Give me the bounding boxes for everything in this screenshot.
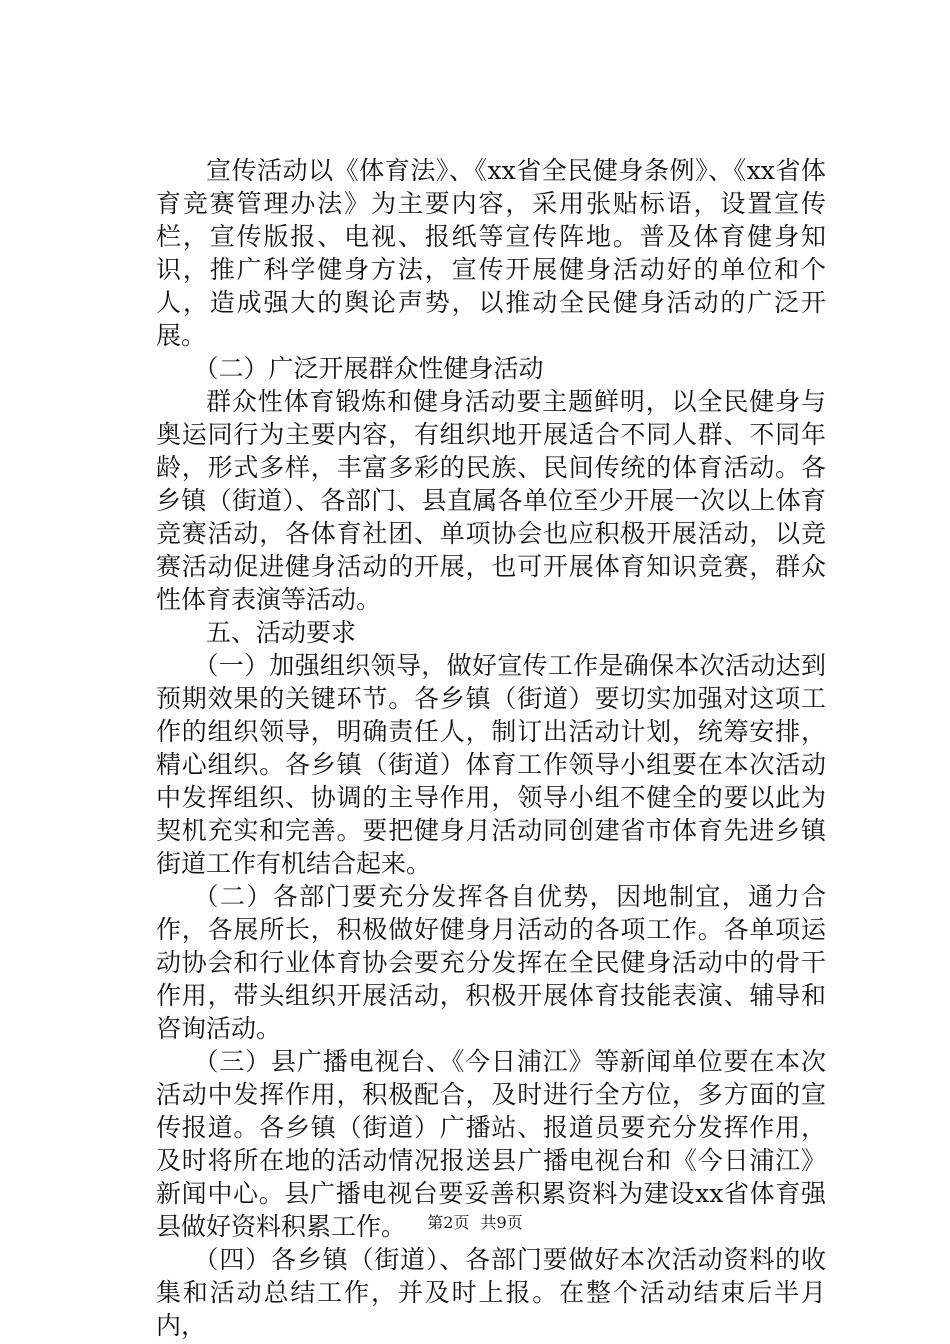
paragraph: （三）县广播电视台、《今日浦江》等新闻单位要在本次活动中发挥作用，积极配合，及时进行全方位，多方面的宣传报道。各乡镇（街道）广播站、报道员要充分发挥作用，及时将所在地的活动情况报送县广播电视台和《今日浦江》新闻中心。县广播电视台要妥善积累资料为建设xx省体育强县做好资料积累工作。 [156,1047,826,1241]
page-total: 共9页 [480,1213,523,1232]
document-body [156,154,826,1342]
paragraph: （二）各部门要充分发挥各自优势，因地制宜，通力合作，各展所长，积极做好健身月活动的各项工作。各单项运动协会和行业体育协会要充分发挥在全民健身活动中的骨干作用，带头组织开展活动，积极开展体育技能表演、辅导和咨询活动。 [156,882,826,1043]
paragraph: （四）各乡镇（街道）、各部门要做好本次活动资料的收集和活动总结工作，并及时上报。在整个活动结束后半月内， [156,1245,826,1340]
section-heading: 五、活动要求 [206,618,357,647]
paragraph: （一）加强组织领导，做好宣传工作是确保本次活动达到预期效果的关键环节。各乡镇（街道）要切实加强对这项工作的组织领导，明确责任人，制订出活动计划，统筹安排，精心组织。各乡镇（街道）体育工作领导小组要在本次活动中发挥组织、协调的主导作用，领导小组不健全的要以此为契机充实和完善。要把健身月活动同创建省市体育先进乡镇街道工作有机结合起来。 [156,651,826,878]
paragraph: 宣传活动以《体育法》、《xx省全民健身条例》、《xx省体育竞赛管理办法》为主要内容，采用张贴标语，设置宣传栏，宣传版报、电视、报纸等宣传阵地。普及体育健身知识，推广科学健身方法，宣传开展健身活动好的单位和个人，造成强大的舆论声势，以推动全民健身活动的广泛开展。 [156,156,826,350]
page-footer [0,1213,950,1233]
section-heading: （二）广泛开展群众性健身活动 [193,354,544,383]
paragraph: 群众性体育锻炼和健身活动要主题鲜明，以全民健身与奥运同行为主要内容，有组织地开展适合不同人群、不同年龄，形式多样，丰富多彩的民族、民间传统的体育活动。各乡镇（街道）、各部门、县直属各单位至少开展一次以上体育竞赛活动，各体育社团、单项协会也应积极开展活动，以竞赛活动促进健身活动的开展，也可开展体育知识竞赛，群众性体育表演等活动。 [156,387,826,614]
page-number: 第2页 [427,1213,470,1232]
